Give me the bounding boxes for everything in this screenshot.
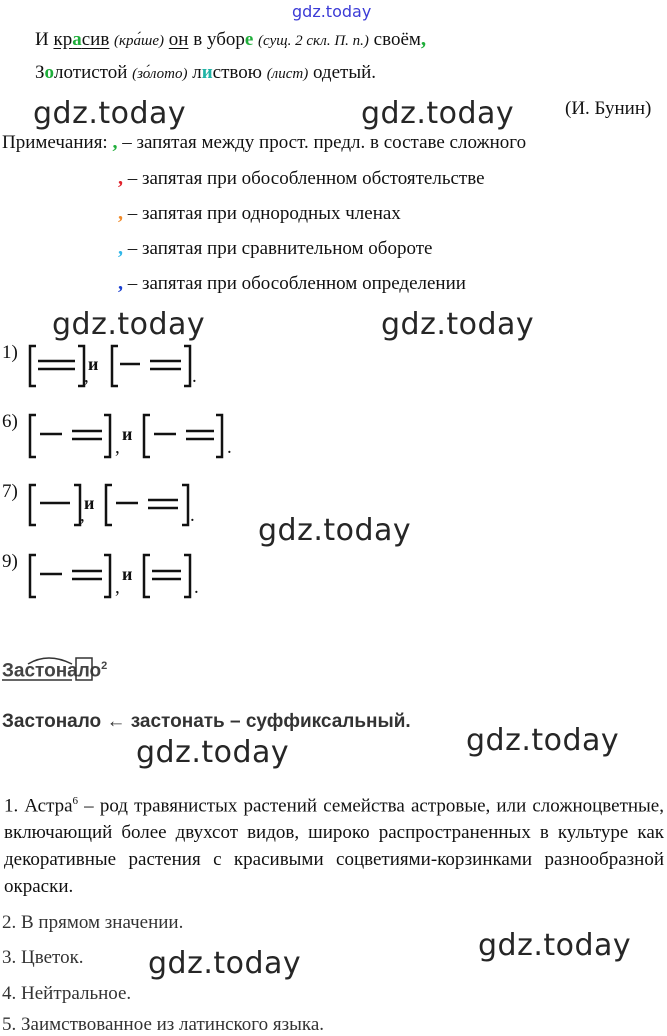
note-text: – запятая при обособленном обстоятельстве [127, 168, 485, 189]
poem-comma: , [420, 26, 427, 50]
answer-1 [4, 788, 664, 900]
poem-note: (сущ. 2 скл. П. п.) [258, 33, 369, 49]
note-row [118, 167, 485, 190]
note-text: – запятая при однородных членах [127, 203, 401, 224]
poem-word: в уборе [193, 29, 254, 50]
answer-sup: 6 [72, 795, 79, 807]
watermark: gdz.today [258, 513, 412, 548]
morpheme-word: Застонало [2, 660, 102, 682]
answer-3: 3. Цветок. [2, 947, 84, 968]
answer-text: – род травянистых растений семейства астровые, или сложноцветные, включающий более двухсот видов, широко распространенных в культуре как декоративные растения с красивыми соцветиями-корзинками разнообразной окраски. [4, 795, 664, 898]
poem-note: (лист) [266, 66, 309, 82]
note-mark-lightblue: , [118, 237, 123, 259]
poem-word: одетый. [312, 62, 377, 83]
poem-line-1 [35, 27, 426, 52]
scheme-period: . [192, 366, 197, 387]
sentence-scheme-7 [2, 481, 222, 531]
scheme-conjunction: и [84, 493, 95, 513]
scheme-period: . [194, 577, 199, 598]
answer-2: 2. В прямом значении. [2, 912, 184, 933]
poem-word: Золотистой [35, 62, 128, 83]
answer-5: 5. Заимствованное из латинского языка. [2, 1014, 325, 1035]
note-text: – запятая при сравнительном обороте [127, 238, 433, 259]
scheme-period: . [190, 505, 195, 526]
sentence-scheme-9 [2, 551, 222, 603]
watermark: gdz.today [33, 96, 187, 131]
answer-number: 1. [4, 795, 19, 817]
notes-title: Примечания: [2, 132, 108, 153]
note-text: – запятая при обособленном определении [127, 273, 466, 294]
scheme-conjunction: и [88, 354, 99, 374]
note-mark-blue: , [118, 272, 123, 294]
scheme-period: . [227, 437, 232, 458]
note-text: – запятая между прост. предл. в составе сложного [122, 132, 527, 153]
scheme-conjunction: и [122, 564, 133, 584]
answer-word: Астра [24, 795, 73, 817]
derivation-line: Застонало ← застонать – суффиксальный. [2, 711, 411, 732]
morpheme-marks [2, 650, 112, 690]
notes-title-row [2, 131, 526, 154]
scheme-diagram [26, 342, 206, 392]
scheme-comma: , [115, 437, 120, 458]
scheme-number: 6) [2, 411, 18, 432]
scheme-number: 7) [2, 481, 18, 502]
watermark: gdz.today [148, 946, 302, 981]
scheme-number: 9) [2, 551, 18, 572]
poem-note: (зо́лото) [132, 66, 188, 82]
scheme-comma: , [115, 577, 120, 598]
poem-word: листвою [192, 62, 262, 83]
scheme-diagram [26, 481, 206, 531]
poem-subject-word: он [168, 29, 189, 50]
watermark: gdz.today [361, 96, 515, 131]
note-mark-red: , [118, 167, 123, 189]
note-row [118, 202, 401, 225]
scheme-comma: , [80, 505, 85, 526]
watermark-top: gdz.today [292, 2, 372, 21]
poem-predicate-word: красив [53, 29, 110, 50]
poem-author: (И. Бунин) [565, 98, 652, 119]
scheme-conjunction: и [122, 424, 133, 444]
sentence-scheme-6 [2, 411, 242, 463]
answer-4: 4. Нейтральное. [2, 983, 132, 1004]
watermark: gdz.today [52, 307, 206, 342]
poem-line-2 [35, 62, 376, 85]
morpheme-parse [2, 660, 107, 682]
watermark: gdz.today [381, 307, 535, 342]
note-mark-green: , [112, 131, 118, 153]
watermark: gdz.today [466, 723, 620, 758]
note-row [118, 237, 432, 260]
note-mark-orange: , [118, 202, 123, 224]
poem-note: (кра́ше) [114, 33, 165, 49]
note-row [118, 272, 466, 295]
watermark: gdz.today [478, 928, 632, 963]
scheme-comma: , [84, 366, 89, 387]
poem-word: И [35, 29, 49, 50]
poem-word: своём [373, 29, 421, 50]
scheme-number: 1) [2, 342, 18, 363]
sentence-scheme-1 [2, 342, 222, 392]
morpheme-sup: 2 [101, 660, 108, 672]
watermark: gdz.today [136, 735, 290, 770]
